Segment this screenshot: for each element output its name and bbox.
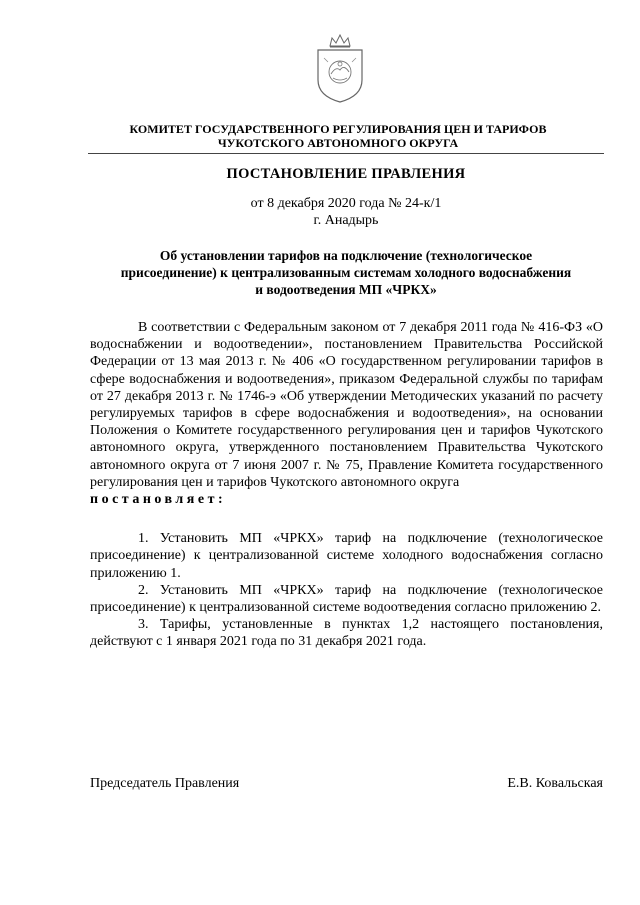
document-place: г. Анадырь [313, 213, 379, 228]
coat-of-arms-emblem-icon [314, 30, 366, 104]
signatory-position: Председатель Правления [90, 776, 240, 791]
document-subject [88, 247, 604, 298]
subject-line-2: присоединение) к централизованным системам холодного водоснабжения [120, 265, 572, 280]
header-divider [88, 153, 604, 154]
preamble-paragraph: В соответствии с Федеральным законом от 7 декабря 2011 года № 416-ФЗ «О водоснабжении и водоотведении», постановлением Правительства Российской Федерации от 13 мая 2013 г. № 406 «О государственном регулировании тарифов в сфере водоснабжения и водоотведения», приказом Федеральной службы по тарифам от 27 декабря 2013 г. № 1746-э «Об утверждении Методических указаний по расчету регулируемых тарифов в сфере водоснабжения и водоотведения», на основании Положения о Комитете государственного регулирования цен и тарифов Чукотского автономного округа, утвержденного постановлением Правительства Чукотского автономного округа от 7 июня 2007 г. № 75, Правление Комитета государственного регулирования цен и тарифов Чукотского автономного округа [90, 320, 603, 490]
decree-items [90, 530, 603, 650]
decree-word: постановляет: [90, 492, 227, 508]
decree-item: 3. Тарифы, установленные в пунктах 1,2 настоящего постановления, действуют с 1 января 2021 года по 31 декабря 2021 года. [90, 617, 603, 650]
signature-block [90, 776, 603, 792]
document-date-number: от 8 декабря 2020 года № 24-к/1 [250, 196, 442, 211]
subject-line-1: Об установлении тарифов на подключение (технологическое [159, 248, 533, 263]
document-title: ПОСТАНОВЛЕНИЕ ПРАВЛЕНИЯ [226, 166, 466, 182]
signatory-name: Е.В. Ковальская [507, 776, 603, 791]
issuing-organization [88, 122, 588, 150]
document-body [90, 319, 603, 651]
decree-item: 1. Установить МП «ЧРКХ» тариф на подключение (технологическое присоединение) к централизованной системе холодного водоснабжения согласно приложению 1. [90, 531, 603, 581]
organization-name-line-1: КОМИТЕТ ГОСУДАРСТВЕННОГО РЕГУЛИРОВАНИЯ ЦЕН И ТАРИФОВ [129, 122, 547, 136]
subject-line-3: и водоотведения МП «ЧРКХ» [255, 282, 437, 297]
organization-name-line-2: ЧУКОТСКОГО АВТОНОМНОГО ОКРУГА [217, 136, 459, 150]
decree-item: 2. Установить МП «ЧРКХ» тариф на подключение (технологическое присоединение) к централизованной системе водоотведения согласно приложению 2. [90, 582, 603, 616]
